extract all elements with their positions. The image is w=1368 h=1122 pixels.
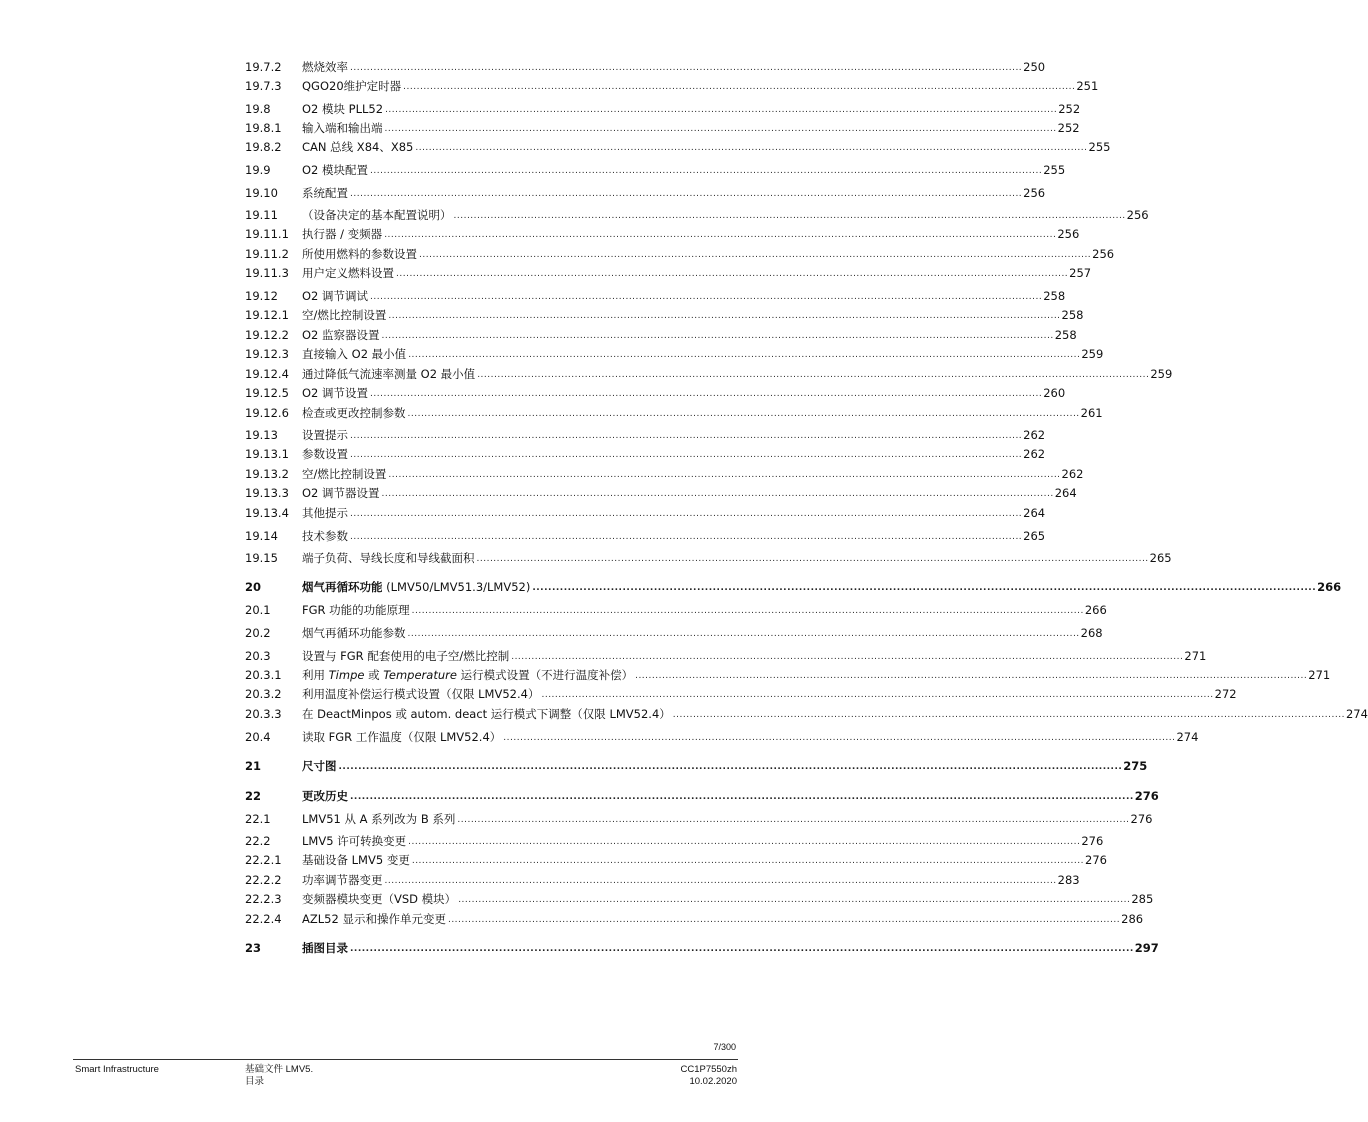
toc-entry-page: 262 [1023,428,1046,442]
toc-entry[interactable] [245,139,1111,155]
toc-entry-page: 274 [1176,730,1199,744]
toc-entry[interactable] [245,852,1107,868]
toc-entry-title: 用户定义燃料设置 [302,266,394,280]
toc-entry-title: CAN 总线 X84、X85 [302,140,414,154]
toc-entry-number: 22.2.1 [245,853,282,867]
toc-entry-title: AZL52 显示和操作单元变更 [302,912,446,926]
toc-entry-page: 276 [1085,853,1107,867]
toc-entry-title: 所使用燃料的参数设置 [302,247,417,261]
toc-dot-leader: ........................................................................................................................................................................................................ [407,409,1080,419]
toc-entry-page: 264 [1023,506,1046,520]
toc-entry[interactable] [245,485,1077,501]
toc-entry-title: 设置与 FGR 配套使用的电子空/燃比控制 [302,649,510,663]
toc-entry-title: 技术参数 [302,529,348,543]
toc-dot-leader: ........................................................................................................................................................................................................ [457,815,1130,825]
footer-doc-id: CC1P7550zh [680,1064,737,1075]
toc-entry[interactable] [245,911,1144,927]
toc-entry-page: 271 [1184,649,1207,663]
toc-entry[interactable] [245,366,1173,382]
toc-entry-title: 烟气再循环功能参数 [302,626,406,640]
toc-entry-title: 尺寸图 [302,759,337,773]
toc-entry-number: 19.7.3 [245,79,282,93]
toc-entry-title: 插图目录 [302,941,348,955]
toc-entry-title: 直接输入 O2 最小值 [302,347,407,361]
toc-entry-number: 19.11.1 [245,227,289,241]
toc-dot-leader: ........................................................................................................................................................................................................ [338,762,1123,772]
toc-entry-title: 其他提示 [302,506,348,520]
toc-entry-page: 266 [1084,603,1107,617]
toc-entry-page: 272 [1214,687,1237,701]
toc-entry-number: 19.12.3 [245,347,289,361]
toc-entry-number: 19.12.6 [245,406,289,420]
toc-entry-number: 20.2 [245,626,271,640]
toc-dot-leader: ........................................................................................................................................................................................................ [403,82,1076,92]
toc-entry-page: 262 [1061,467,1084,481]
toc-entry[interactable] [245,288,1066,304]
toc-entry-title: O2 调节设置 [302,386,369,400]
toc-entry[interactable] [245,528,1046,544]
toc-entry[interactable] [245,706,1368,722]
toc-entry-number: 19.13.2 [245,467,289,481]
toc-entry-page: 268 [1080,626,1103,640]
toc-entry-page: 250 [1023,60,1046,74]
toc-entry[interactable] [245,550,1172,566]
toc-entry[interactable] [245,59,1046,75]
toc-entry-page: 259 [1150,367,1173,381]
toc-dot-leader: ........................................................................................................................................................................................................ [419,250,1092,260]
footer-divider [73,1059,738,1060]
toc-entry-number: 20.3.2 [245,687,282,701]
toc-dot-leader: ........................................................................................................................................................................................................ [411,856,1084,866]
toc-entry-number: 19.14 [245,529,278,543]
footer-document-info [680,1064,737,1088]
toc-entry-number: 22 [245,789,262,803]
toc-entry-page: 275 [1123,759,1148,773]
toc-entry-title: 输入端和输出端 [302,121,383,135]
toc-entry-title: 参数设置 [302,447,348,461]
toc-entry-title: 执行器 / 变频器 [302,227,383,241]
toc-entry-page: 286 [1121,912,1144,926]
toc-entry[interactable] [245,505,1046,521]
toc-chapter-entry[interactable] [245,788,1159,804]
toc-entry-number: 19.12.4 [245,367,289,381]
toc-entry-number: 19.9 [245,163,271,177]
toc-dot-leader: ........................................................................................................................................................................................................ [415,143,1088,153]
toc-dot-leader: ........................................................................................................................................................................................................ [370,389,1043,399]
toc-entry-title: 系统配置 [302,186,348,200]
toc-entry-page: 264 [1054,486,1077,500]
toc-entry[interactable] [245,185,1046,201]
toc-entry-page: 266 [1317,580,1342,594]
toc-entry[interactable] [245,729,1199,745]
toc-entry[interactable] [245,246,1115,262]
toc-entry[interactable] [245,833,1104,849]
toc-entry-number: 21 [245,759,262,773]
toc-entry[interactable] [245,101,1081,117]
toc-entry-title: O2 模块配置 [302,163,369,177]
toc-dot-leader: ........................................................................................................................................................................................................ [672,710,1345,720]
toc-entry-number: 22.2.4 [245,912,282,926]
toc-chapter-entry[interactable] [245,940,1159,956]
toc-dot-leader: ........................................................................................................................................................................................................ [396,269,1069,279]
toc-dot-leader: ........................................................................................................................................................................................................ [350,509,1023,519]
toc-dot-leader: ........................................................................................................................................................................................................ [370,166,1043,176]
toc-dot-leader: ........................................................................................................................................................................................................ [381,331,1054,341]
toc-title-italic: Timpe [328,668,365,682]
toc-entry-title: 利用温度补偿运行模式设置（仅限 LMV52.4） [302,687,540,701]
toc-entry-page: 265 [1149,551,1172,565]
toc-entry-title: O2 调节调试 [302,289,369,303]
toc-dot-leader: ........................................................................................................................................................................................................ [541,690,1214,700]
toc-entry[interactable] [245,625,1103,641]
toc-entry-title: 空/燃比控制设置 [302,467,387,481]
toc-entry[interactable] [245,405,1103,421]
toc-entry-number: 19.7.2 [245,60,282,74]
toc-entry-page: 261 [1080,406,1103,420]
toc-entry-page: 255 [1088,140,1111,154]
toc-chapter-entry[interactable] [245,579,1342,595]
toc-dot-leader: ........................................................................................................................................................................................................ [447,915,1121,925]
toc-entry-title: 变频器模块变更（VSD 模块） [302,892,457,906]
toc-entry-title: LMV51 从 A 系列改为 B 系列 [302,812,456,826]
toc-entry-number: 20.1 [245,603,271,617]
toc-entry-page: 276 [1081,834,1104,848]
toc-entry-page: 252 [1057,121,1080,135]
toc-entry-number: 19.8.2 [245,140,282,154]
toc-entry[interactable] [245,120,1080,136]
toc-entry-page: 258 [1043,289,1066,303]
toc-entry-page: 252 [1058,102,1081,116]
toc-entry[interactable] [245,811,1153,827]
toc-entry[interactable] [245,891,1154,907]
toc-entry-number: 20.3.1 [245,668,282,682]
toc-dot-leader: ........................................................................................................................................................................................................ [477,370,1150,380]
toc-dot-leader: ........................................................................................................................................................................................................ [350,431,1023,441]
toc-entry-title: FGR 功能的功能原理 [302,603,410,617]
toc-entry-page: 259 [1081,347,1104,361]
toc-entry[interactable] [245,648,1207,664]
toc-entry-page: 260 [1043,386,1066,400]
toc-title-part: 或 [364,668,384,682]
toc-entry-page: 262 [1023,447,1046,461]
toc-entry-title: 燃烧效率 [302,60,348,74]
toc-entry-title: 功率调节器变更 [302,873,383,887]
toc-entry-title: O2 模块 PLL52 [302,102,384,116]
toc-entry[interactable] [245,427,1046,443]
toc-entry-number: 20.3.3 [245,707,282,721]
toc-entry-number: 22.2 [245,834,271,848]
footer-date: 10.02.2020 [689,1076,737,1087]
toc-entry-page: 276 [1130,812,1153,826]
toc-entry-page: 256 [1023,186,1046,200]
toc-dot-leader: ........................................................................................................................................................................................................ [350,792,1134,802]
toc-entry-title: 端子负荷、导线长度和导线截面积 [302,551,475,565]
toc-entry-number: 19.12.5 [245,386,289,400]
toc-chapter-entry[interactable] [245,758,1148,774]
toc-entry-page: 258 [1061,308,1084,322]
toc-entry[interactable] [245,872,1080,888]
toc-dot-leader: ........................................................................................................................................................................................................ [384,876,1057,886]
footer-doc-section: 目录 [245,1076,265,1087]
toc-dot-leader: ........................................................................................................................................................................................................ [384,124,1057,134]
toc-entry[interactable] [245,667,1331,683]
toc-entry[interactable] [245,346,1104,362]
toc-entry-title: 检查或更改控制参数 [302,406,406,420]
toc-entry[interactable] [245,162,1066,178]
toc-entry-title: 更改历史 [302,789,348,803]
toc-entry-number: 19.11 [245,208,278,222]
toc-entry-title: 在 DeactMinpos 或 autom. deact 运行模式下调整（仅限 LMV52.4） [302,707,671,721]
toc-entry-number: 19.11.2 [245,247,289,261]
toc-entry-title: O2 监察器设置 [302,328,380,342]
toc-dot-leader: ........................................................................................................................................................................................................ [388,311,1061,321]
toc-title-part: 利用 [302,668,329,682]
toc-entry-title: 读取 FGR 工作温度（仅限 LMV52.4） [302,730,502,744]
toc-entry-number: 19.10 [245,186,278,200]
toc-entry-page: 283 [1057,873,1080,887]
toc-dot-leader: ........................................................................................................................................................................................................ [370,292,1043,302]
toc-entry-title: 空/燃比控制设置 [302,308,387,322]
toc-dot-leader: ........................................................................................................................................................................................................ [411,606,1084,616]
toc-dot-leader: ........................................................................................................................................................................................................ [635,671,1308,681]
toc-entry[interactable] [245,78,1099,94]
toc-entry-page: 258 [1054,328,1077,342]
toc-entry-number: 19.12.1 [245,308,289,322]
toc-entry-number: 23 [245,941,262,955]
toc-entry-title: （设备决定的基本配置说明） [302,208,452,222]
toc-entry-title [302,667,635,683]
toc-dot-leader: ........................................................................................................................................................................................................ [381,489,1054,499]
toc-entry-page: 251 [1076,79,1099,93]
toc-entry-number: 20.3 [245,649,271,663]
toc-entry-page: 265 [1023,529,1046,543]
toc-entry-number: 22.2.2 [245,873,282,887]
toc-dot-leader: ........................................................................................................................................................................................................ [476,554,1149,564]
toc-entry-number: 22.1 [245,812,271,826]
toc-entry[interactable] [245,327,1077,343]
toc-entry-number: 19.8 [245,102,271,116]
toc-entry-page: 256 [1057,227,1080,241]
toc-dot-leader: ........................................................................................................................................................................................................ [532,583,1317,593]
toc-dot-leader: ........................................................................................................................................................................................................ [350,944,1134,954]
toc-entry-page: 285 [1131,892,1154,906]
toc-entry[interactable] [245,265,1092,281]
page-number: 7/300 [713,1042,736,1052]
toc-entry-title [302,579,532,595]
toc-entry[interactable] [245,226,1080,242]
toc-title-italic: Temperature [383,668,457,682]
toc-dot-leader: ........................................................................................................................................................................................................ [350,189,1023,199]
toc-entry-title: 通过降低气流速率测量 O2 最小值 [302,367,476,381]
toc-entry-title-suffix: (LMV50/LMV51.3/LMV52) [382,580,531,594]
toc-entry[interactable] [245,307,1084,323]
toc-dot-leader: ........................................................................................................................................................................................................ [453,211,1126,221]
toc-dot-leader: ........................................................................................................................................................................................................ [350,450,1023,460]
toc-entry-page: 255 [1043,163,1066,177]
toc-entry-number: 19.13.1 [245,447,289,461]
toc-entry-number: 19.13 [245,428,278,442]
toc-entry-title: O2 调节器设置 [302,486,380,500]
toc-entry-title: 基础设备 LMV5 变更 [302,853,410,867]
toc-entry-number: 19.11.3 [245,266,289,280]
toc-entry-number: 19.15 [245,551,278,565]
toc-entry-number: 19.13.3 [245,486,289,500]
toc-entry-number: 20.4 [245,730,271,744]
toc-entry-title: LMV5 许可转换变更 [302,834,407,848]
toc-title-part: 运行模式设置（不进行温度补偿） [456,668,634,682]
toc-entry-page: 276 [1134,789,1159,803]
toc-entry-page: 297 [1134,941,1159,955]
toc-entry[interactable] [245,446,1046,462]
toc-entry-page: 257 [1069,266,1092,280]
toc-dot-leader: ........................................................................................................................................................................................................ [407,629,1080,639]
toc-dot-leader: ........................................................................................................................................................................................................ [350,532,1023,542]
toc-entry-number: 19.12.2 [245,328,289,342]
toc-entry-title: QGO20维护定时器 [302,79,402,93]
toc-dot-leader: ........................................................................................................................................................................................................ [503,733,1176,743]
toc-dot-leader: ........................................................................................................................................................................................................ [511,652,1184,662]
footer-company: Smart Infrastructure [75,1064,159,1075]
toc-dot-leader: ........................................................................................................................................................................................................ [388,470,1061,480]
toc-entry[interactable] [245,385,1066,401]
toc-entry-title-bold: 烟气再循环功能 [302,580,383,594]
toc-entry-page: 271 [1308,668,1331,682]
toc-dot-leader: ........................................................................................................................................................................................................ [384,230,1057,240]
toc-entry-number: 20 [245,580,262,594]
toc-dot-leader: ........................................................................................................................................................................................................ [350,63,1023,73]
toc-entry-title: 设置提示 [302,428,348,442]
toc-dot-leader: ........................................................................................................................................................................................................ [458,895,1131,905]
toc-dot-leader: ........................................................................................................................................................................................................ [408,350,1081,360]
toc-entry-number: 19.8.1 [245,121,282,135]
toc-entry-page: 256 [1092,247,1115,261]
toc-entry-number: 19.13.4 [245,506,289,520]
toc-dot-leader: ........................................................................................................................................................................................................ [408,837,1081,847]
toc-dot-leader: ........................................................................................................................................................................................................ [385,105,1058,115]
toc-entry[interactable] [245,207,1149,223]
toc-entry-number: 19.12 [245,289,278,303]
toc-entry-number: 22.2.3 [245,892,282,906]
footer-doc-name: 基础文件 LMV5. [245,1064,314,1075]
toc-entry[interactable] [245,466,1084,482]
footer-document-title [245,1064,313,1088]
toc-entry-page: 274 [1345,707,1368,721]
toc-entry[interactable] [245,602,1107,618]
toc-entry-page: 256 [1126,208,1149,222]
toc-entry[interactable] [245,686,1237,702]
